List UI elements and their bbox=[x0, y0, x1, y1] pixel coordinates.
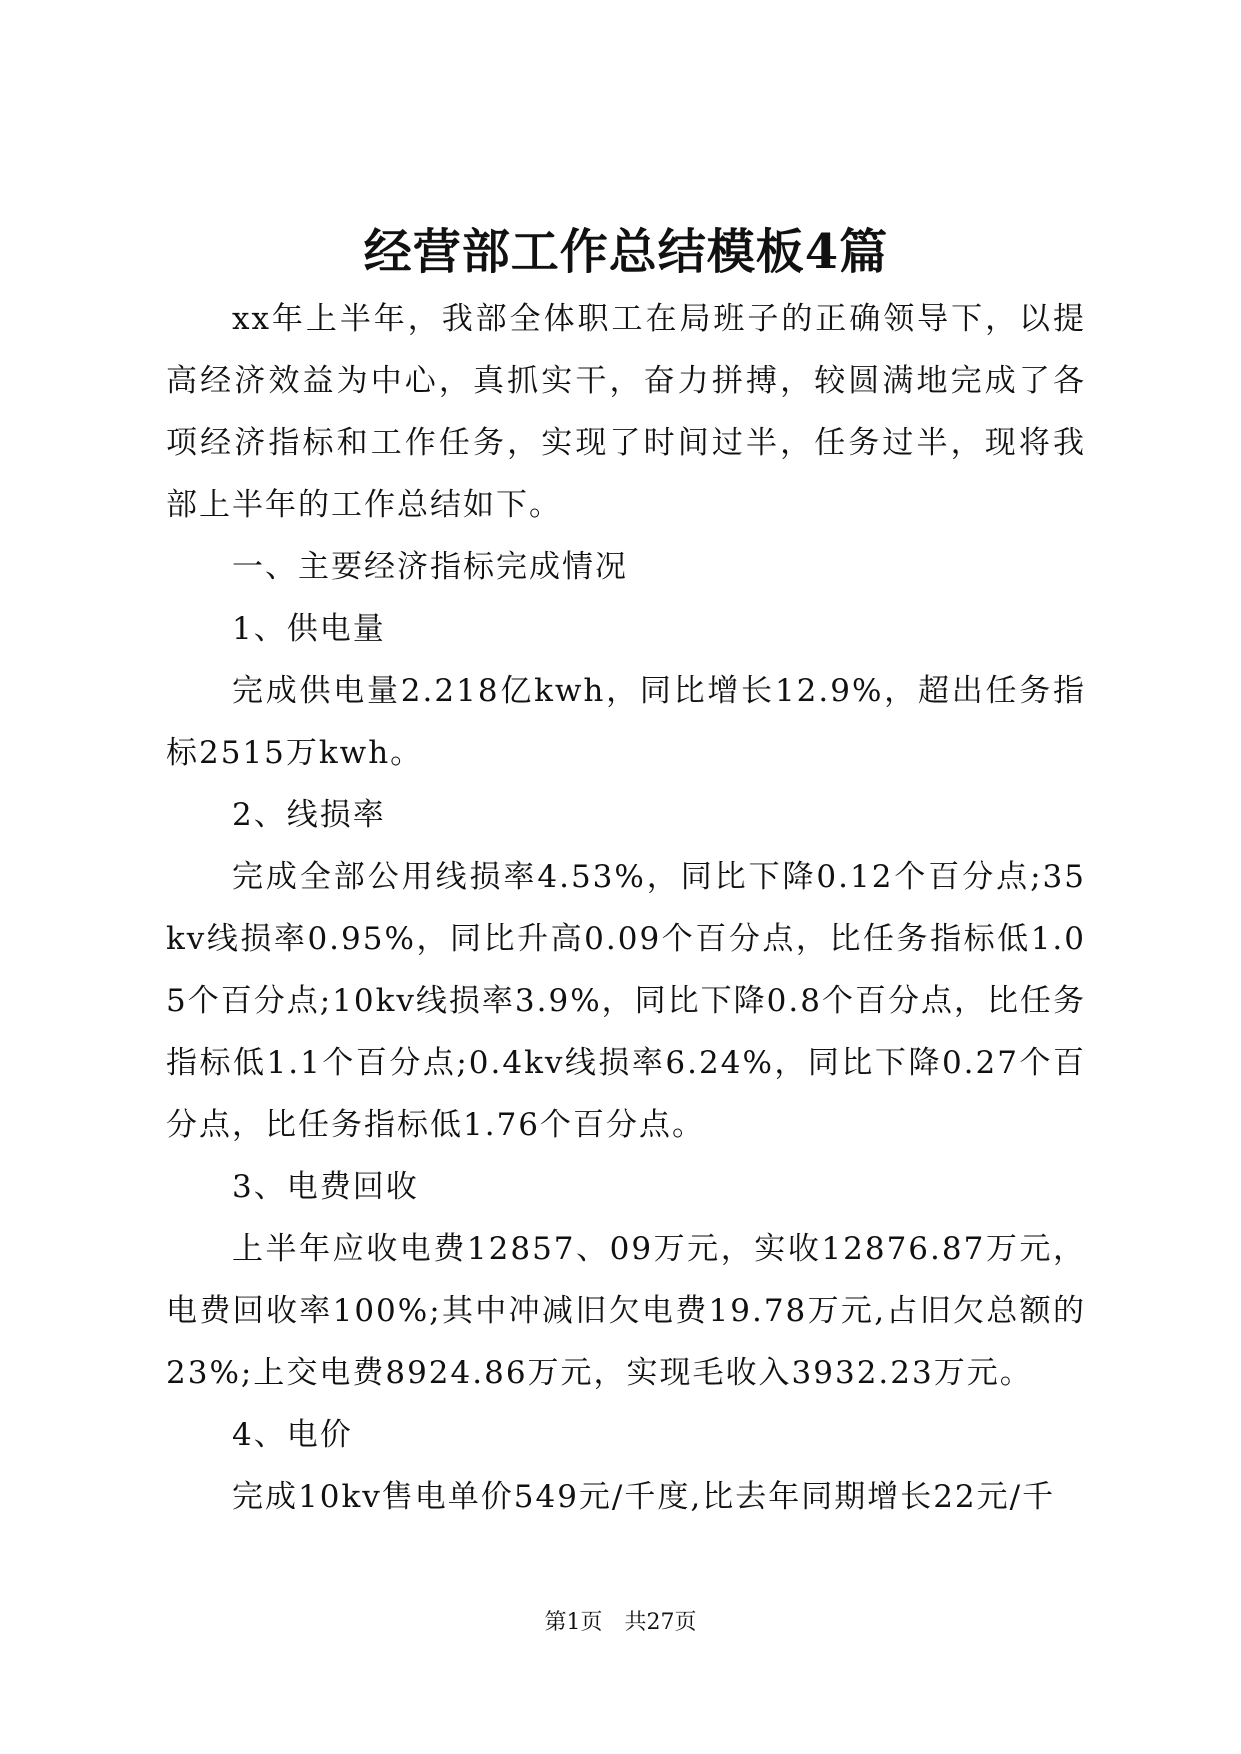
page-footer bbox=[0, 1608, 1241, 1638]
document-title: 经营部工作总结模板4篇 bbox=[363, 224, 889, 280]
paragraph-fee-recovery: 上半年应收电费12857、09万元，实收12876.87万元，电费回收率100%;其中冲减旧欠电费19.78万元,占旧欠总额的23%;上交电费8924.86万元，实现毛收入3932.23万元。 bbox=[166, 1231, 1086, 1391]
document-body bbox=[166, 288, 1086, 1528]
subheading-electricity-price: 4、电价 bbox=[232, 1417, 353, 1453]
section-heading-main-indicators: 一、主要经济指标完成情况 bbox=[232, 549, 628, 585]
paragraph-intro: xx年上半年，我部全体职工在局班子的正确领导下，以提高经济效益为中心，真抓实干，奋力拼搏，较圆满地完成了各项经济指标和工作任务，实现了时间过半，任务过半，现将我部上半年的工作总结如下。 bbox=[166, 301, 1086, 523]
page-number-current: 第1页 bbox=[544, 1610, 603, 1635]
page-number-total: 共27页 bbox=[624, 1610, 697, 1635]
paragraph-line-loss: 完成全部公用线损率4.53%，同比下降0.12个百分点;35kv线损率0.95%，同比升高0.09个百分点，比任务指标低1.05个百分点;10kv线损率3.9%，同比下降0.8个百分点，比任务指标低1.1个百分点;0.4kv线损率6.24%，同比下降0.27个百分点，比任务指标低1.76个百分点。 bbox=[166, 859, 1086, 1143]
subheading-fee-recovery: 3、电费回收 bbox=[232, 1169, 419, 1205]
paragraph-electricity-price: 完成10kv售电单价549元/千度,比去年同期增长22元/千 bbox=[232, 1479, 1056, 1515]
paragraph-power-supply: 完成供电量2.218亿kwh，同比增长12.9%，超出任务指标2515万kwh。 bbox=[166, 673, 1086, 771]
subheading-line-loss: 2、线损率 bbox=[232, 797, 386, 833]
subheading-power-supply: 1、供电量 bbox=[232, 611, 386, 647]
